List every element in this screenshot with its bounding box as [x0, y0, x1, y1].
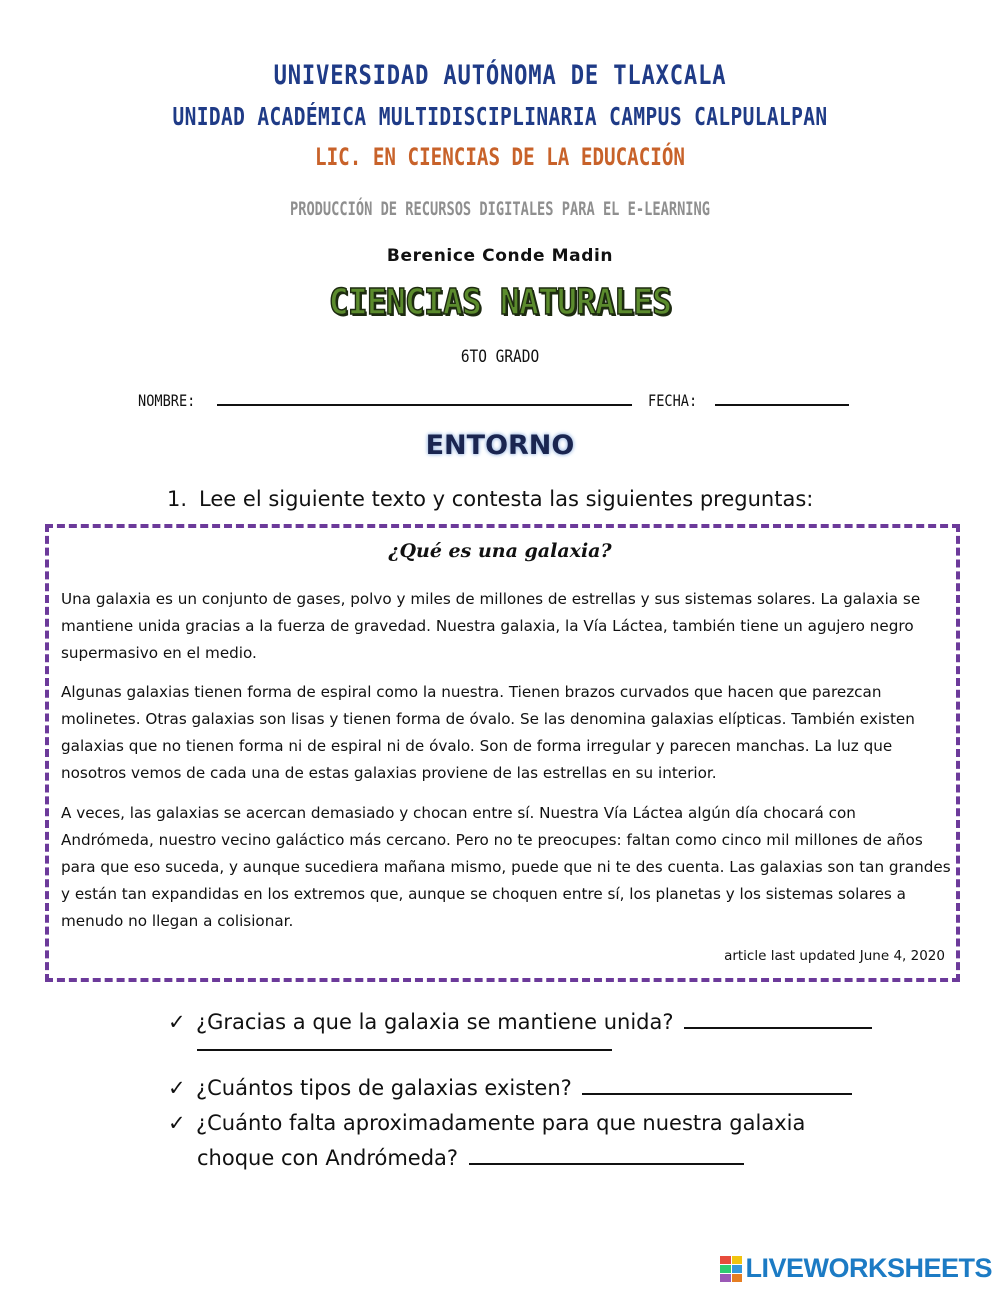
checkmark-icon: ✓ [168, 1076, 186, 1100]
date-label: FECHA: [647, 391, 697, 410]
instruction-text: Lee el siguiente texto y contesta las siguientes preguntas: [199, 487, 814, 511]
article-paragraph: A veces, las galaxias se acercan demasiado y chocan entre sí. Nuestra Vía Láctea algún día chocará con Andrómeda, nuestro vecino galáctico más cercano. Pero no te preocupes: faltan como cinco mil millones de años para que eso suceda, y aunque sucediera mañana mismo, puede que ni te des cuenta. Las galaxias son tan grandes y están tan expandidas en los extremos que, aunque se choquen entre sí, los planetas y los sistemas solares a menudo no llegan a colisionar. [61, 804, 951, 930]
question-3-continued [197, 1146, 744, 1170]
article-paragraph: Una galaxia es un conjunto de gases, polvo y miles de millones de estrellas y sus sistemas solares. La galaxia se mantiene unida gracias a la fuerza de gravedad. Nuestra galaxia, la Vía Láctea, también tiene un agujero negro supermasivo en el medio. [61, 590, 921, 662]
name-date-row [138, 391, 849, 410]
grade-label: 6TO GRADO [460, 347, 540, 367]
instruction [167, 487, 813, 511]
logo-text: LIVEWORKSHEETS [745, 1253, 992, 1283]
name-field[interactable] [217, 392, 632, 406]
answer-1-field-continued[interactable] [197, 1049, 612, 1051]
answer-2-field[interactable] [582, 1079, 852, 1095]
question-3-text: ¿Cuánto falta aproximadamente para que nuestra galaxia [196, 1111, 806, 1135]
article-paragraph: Algunas galaxias tienen forma de espiral como la nuestra. Tienen brazos curvados que hacen que parezcan molinetes. Otras galaxias son lisas y tienen forma de óvalo. Se las denomina galaxias elípticas. También existen galaxias que no tienen forma ni de espiral ni de óvalo. Son de forma irregular y parecen manchas. La luz que nosotros vemos de cada una de estas galaxias proviene de las estrellas en su interior. [61, 683, 915, 782]
answer-1-field[interactable] [684, 1013, 872, 1029]
question-2 [168, 1076, 852, 1100]
answer-3-field[interactable] [469, 1149, 744, 1165]
question-2-text: ¿Cuántos tipos de galaxias existen? [196, 1076, 572, 1100]
course-title: PRODUCCIÓN DE RECURSOS DIGITALES PARA EL E-LEARNING [289, 198, 711, 220]
question-1-text: ¿Gracias a que la galaxia se mantiene unida? [196, 1010, 674, 1034]
logo-icon [720, 1256, 742, 1282]
article-title: ¿Qué es una galaxia? [388, 540, 612, 562]
author-name: Berenice Conde Madin [386, 246, 614, 266]
liveworksheets-logo[interactable] [720, 1253, 992, 1284]
checkmark-icon: ✓ [168, 1111, 186, 1135]
checkmark-icon: ✓ [168, 1010, 186, 1034]
section-title: ENTORNO [425, 430, 575, 461]
instruction-number: 1. [167, 487, 188, 511]
question-3-text-continued: choque con Andrómeda? [197, 1146, 459, 1170]
article-updated-note: article last updated June 4, 2020 [724, 948, 945, 964]
date-field[interactable] [715, 392, 849, 406]
academic-unit-title: UNIDAD ACADÉMICA MULTIDISCIPLINARIA CAMPUS CALPULALPAN [172, 102, 828, 131]
question-1 [168, 1010, 872, 1034]
university-title: UNIVERSIDAD AUTÓNOMA DE TLAXCALA [273, 60, 727, 91]
question-3 [168, 1111, 805, 1135]
name-label: NOMBRE: [138, 391, 196, 410]
subject-title: CIENCIAS NATURALES [328, 282, 672, 323]
degree-title: LIC. EN CIENCIAS DE LA EDUCACIÓN [315, 143, 685, 171]
